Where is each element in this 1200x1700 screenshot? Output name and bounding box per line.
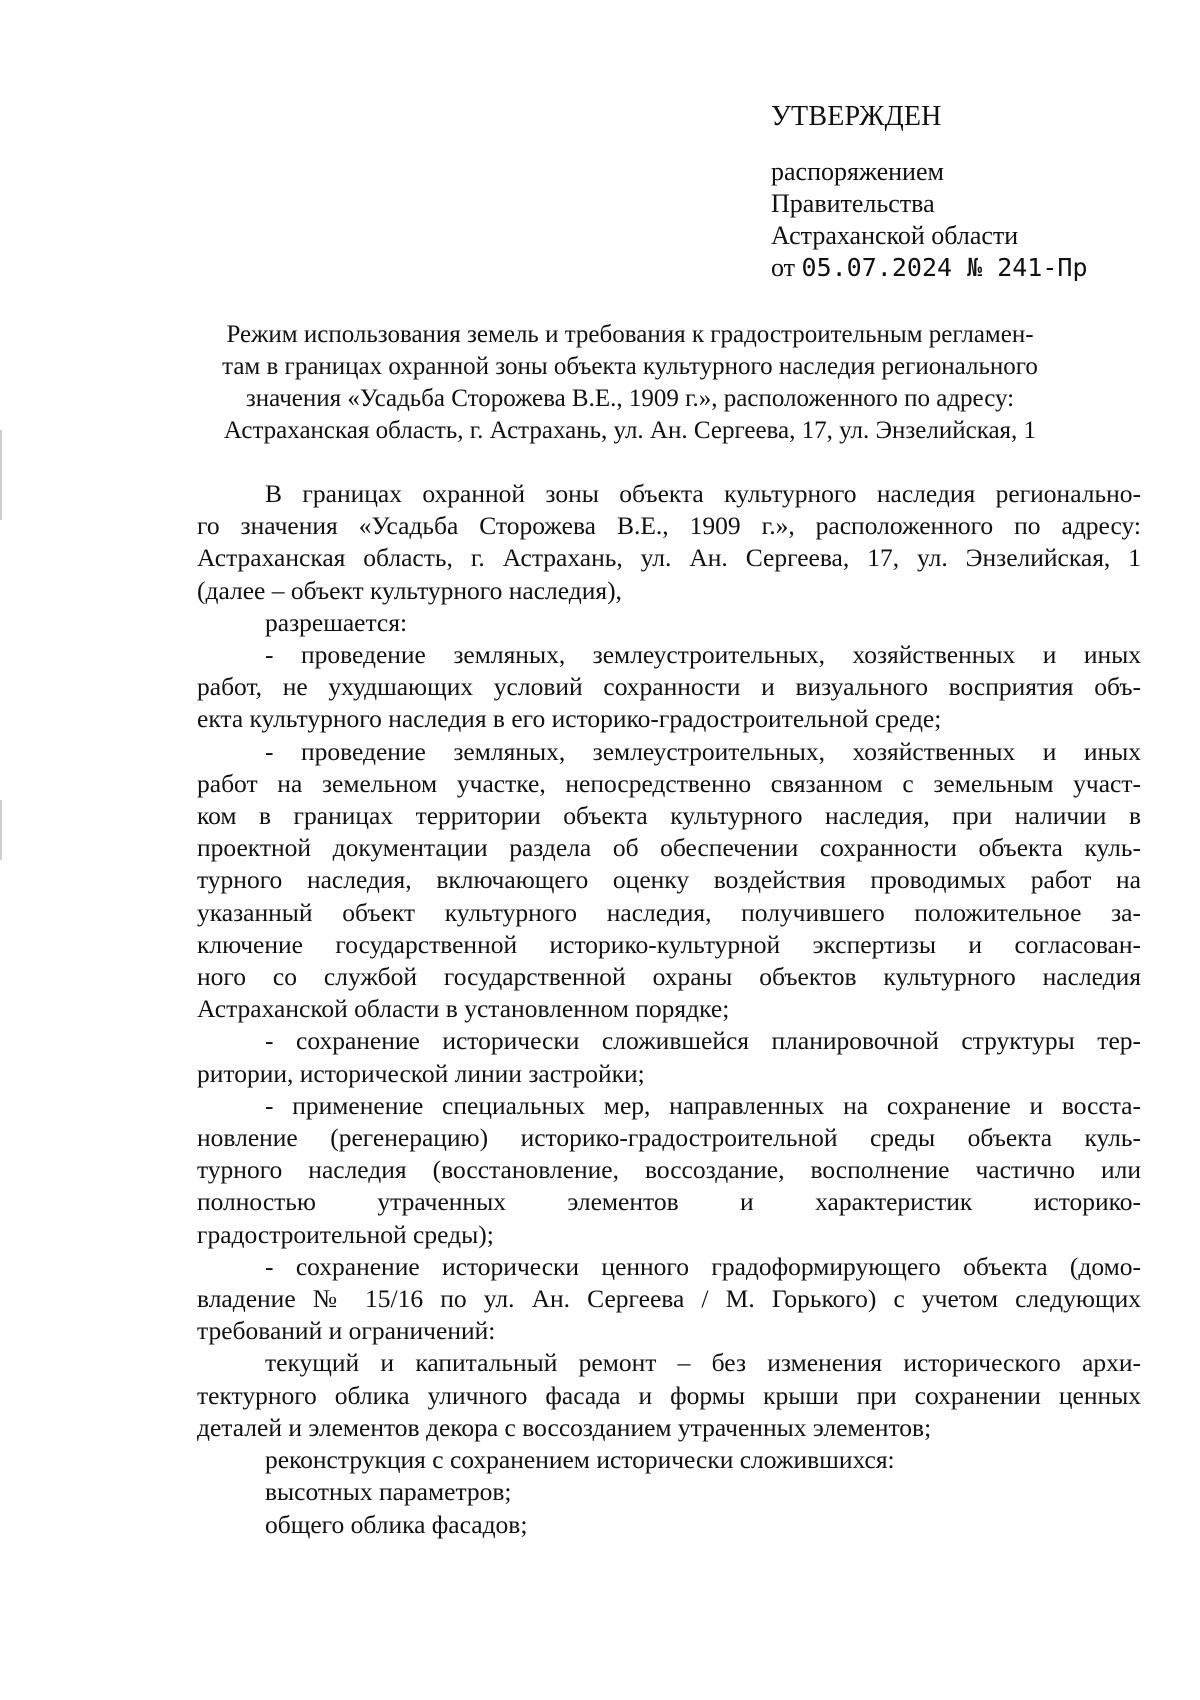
body-line: ключение государственной историко-культурной экспертизы и согласован-: [197, 929, 1141, 959]
body-line: турного наследия, включающего оценку воздействия проводимых работ на: [197, 865, 1141, 895]
body-line: реконструкция с сохранением исторически сложившихся:: [265, 1445, 895, 1475]
body-line: - проведение земляных, землеустроительных, хозяйственных и иных: [265, 736, 1141, 766]
document-body: [197, 478, 1141, 1541]
body-line: - применение специальных мер, направленных на сохранение и восста-: [265, 1090, 1141, 1120]
body-line: полностью утраченных элементов и характеристик историко-: [197, 1187, 1141, 1217]
body-line: ного со службой государственной охраны объектов культурного наследия: [197, 962, 1141, 992]
date-prefix: от: [771, 253, 796, 282]
approval-line: Правительства: [771, 189, 935, 218]
approval-date-line: [771, 252, 1171, 284]
body-line: ком в границах территории объекта культурного наследия, при наличии в: [197, 801, 1141, 831]
approval-line: распоряжением: [771, 157, 944, 186]
body-line: - сохранение исторически ценного градоформирующего объекта (домо-: [265, 1251, 1141, 1281]
approved-heading: УТВЕРЖДЕН: [771, 101, 942, 132]
document-title: [180, 319, 1080, 447]
title-line: Режим использования земель и требования к градостроительным регламен-: [226, 321, 1034, 348]
scan-edge-mark: [0, 800, 2, 860]
body-line: - проведение земляных, землеустроительных, хозяйственных и иных: [265, 640, 1141, 670]
body-line: деталей и элементов декора с воссозданием утраченных элементов;: [197, 1412, 932, 1442]
body-line: В границах охранной зоны объекта культурного наследия регионально-: [265, 479, 1141, 508]
body-line: общего облика фасадов;: [265, 1509, 528, 1539]
body-line: высотных параметров;: [265, 1477, 512, 1507]
body-line: екта культурного наследия в его историко-градостроительной среде;: [197, 704, 942, 734]
body-line: турного наследия (восстановление, воссоздание, восполнение частично или: [197, 1155, 1141, 1185]
body-line: работ на земельном участке, непосредственно связанном с земельным участ-: [197, 768, 1141, 798]
body-line: разрешается:: [265, 607, 408, 637]
body-line: владение № 15/16 по ул. Ан. Сергеева / М. Горького) с учетом следующих: [197, 1284, 1141, 1314]
body-line: текущий и капитальный ремонт – без изменения исторического архи-: [265, 1348, 1141, 1378]
title-line: там в границах охранной зоны объекта культурного наследия регионального: [222, 353, 1038, 380]
scan-edge-mark: [0, 430, 2, 520]
approval-block: [771, 100, 1171, 284]
body-line: новление (регенерацию) историко-градостроительной среды объекта куль-: [197, 1123, 1141, 1153]
body-line: градостроительной среды);: [197, 1219, 494, 1249]
body-line: - сохранение исторически сложившейся планировочной структуры тер-: [265, 1026, 1141, 1056]
body-line: Астраханской области в установленном порядке;: [197, 994, 730, 1024]
title-line: Астраханская область, г. Астрахань, ул. Ан. Сергеева, 17, ул. Энзелийская, 1: [223, 417, 1037, 444]
body-line: работ, не ухудшающих условий сохранности и визуального восприятия объ-: [197, 672, 1141, 702]
approval-line: Астраханской области: [771, 221, 1019, 250]
decree-date-number: 05.07.2024 № 241-Пр: [801, 253, 1088, 282]
body-line: ритории, исторической линии застройки;: [197, 1058, 645, 1088]
body-line: го значения «Усадьба Сторожева В.Е., 1909 г.», расположенного по адресу:: [197, 511, 1141, 541]
body-line: требований и ограничений:: [197, 1316, 496, 1346]
body-line: тектурного облика уличного фасада и формы крыши при сохранении ценных: [197, 1380, 1141, 1410]
body-line: проектной документации раздела об обеспечении сохранности объекта куль-: [197, 833, 1141, 863]
body-line: (далее – объект культурного наследия),: [197, 575, 622, 605]
body-line: указанный объект культурного наследия, получившего положительное за-: [197, 897, 1141, 927]
title-line: значения «Усадьба Сторожева В.Е., 1909 г.», расположенного по адресу:: [245, 385, 1015, 412]
body-line: Астраханская область, г. Астрахань, ул. Ан. Сергеева, 17, ул. Энзелийская, 1: [197, 543, 1141, 573]
